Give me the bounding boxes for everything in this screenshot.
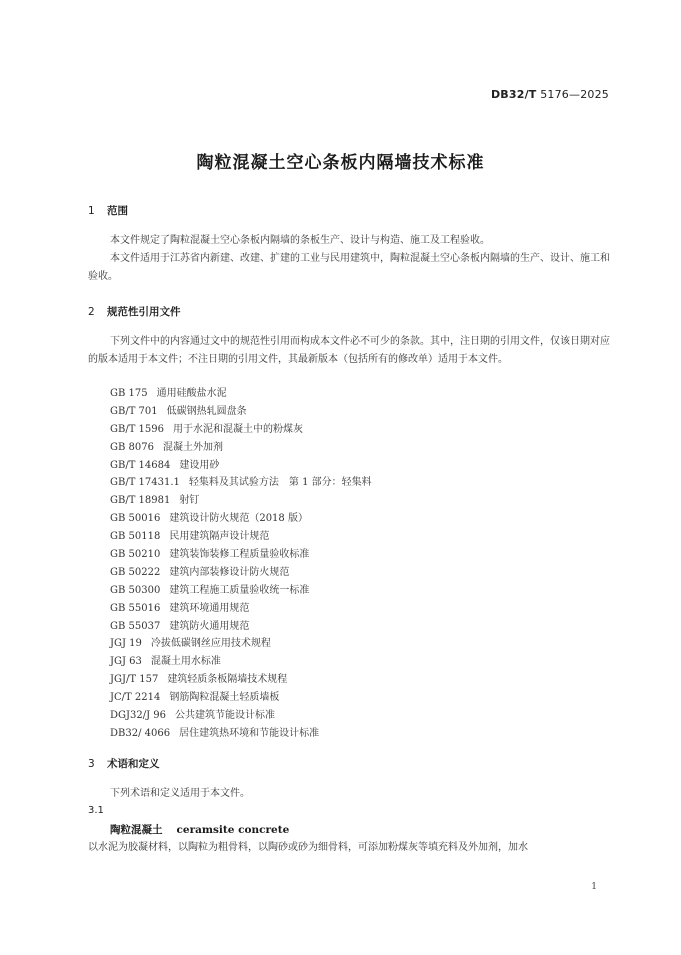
- reference-item: [110, 635, 372, 653]
- section-2-heading: [88, 304, 181, 319]
- reference-item: [110, 421, 372, 439]
- reference-name: 建设用砂: [179, 459, 220, 471]
- reference-name: 钢筋陶粒混凝土轻质墙板: [169, 692, 280, 704]
- reference-item: [110, 671, 372, 689]
- reference-code: GB 55016: [110, 602, 161, 614]
- reference-code: GB 50118: [110, 531, 161, 543]
- section-1-paragraph-2: [88, 250, 610, 286]
- reference-item: [110, 600, 372, 618]
- page-number: 1: [591, 882, 597, 892]
- reference-item: [110, 439, 372, 457]
- reference-code: JGJ/T 157: [110, 674, 159, 686]
- reference-name: 建筑轻质条板隔墙技术规程: [167, 674, 288, 686]
- reference-code: DB32/ 4066: [110, 727, 171, 739]
- term-heading: [110, 822, 289, 837]
- reference-code: GB/T 17431.1: [110, 477, 180, 489]
- document-code-prefix: DB32/T: [490, 88, 537, 101]
- reference-item: [110, 546, 372, 564]
- reference-name: 通用硅酸盐水泥: [156, 388, 227, 399]
- section-number: 2: [88, 306, 95, 318]
- section-3-intro: [88, 785, 610, 803]
- paragraph-text: 下列文件中的内容通过文中的规范性引用而构成本文件必不可少的条款。其中，注日期的引用文件，仅该日期对应的版本适用于本文件；不注日期的引用文件，其最新版本（包括所有的修改单）适用于本文件。: [88, 336, 610, 365]
- reference-item: [110, 510, 372, 528]
- reference-item: [110, 653, 372, 671]
- reference-name: 低碳钢热轧圆盘条: [166, 405, 247, 417]
- reference-name: 建筑防火通用规范: [169, 620, 250, 632]
- reference-code: JGJ 63: [110, 656, 142, 668]
- section-1-heading: [88, 203, 128, 218]
- reference-item: [110, 457, 372, 475]
- reference-item: [110, 385, 372, 403]
- reference-code: JC/T 2214: [110, 692, 161, 704]
- reference-name: 建筑环境通用规范: [169, 602, 250, 614]
- section-number: 3: [88, 758, 95, 770]
- section-2-intro: [88, 333, 610, 369]
- reference-name: 建筑装饰装修工程质量验收标准: [169, 549, 310, 561]
- reference-code: GB/T 18981: [110, 495, 171, 507]
- paragraph-text: 本文件规定了陶粒混凝土空心条板内隔墙的条板生产、设计与构造、施工及工程验收。: [110, 235, 490, 246]
- reference-item: [110, 689, 372, 707]
- reference-code: GB 50210: [110, 549, 161, 561]
- reference-item: [110, 707, 372, 725]
- section-title: 范围: [107, 205, 128, 217]
- reference-name: 公共建筑节能设计标准: [175, 710, 276, 722]
- reference-code: GB/T 1596: [110, 423, 165, 435]
- section-3-heading: [88, 756, 160, 771]
- reference-name: 用于水泥和混凝土中的粉煤灰: [173, 423, 304, 435]
- reference-code: GB 8076: [110, 441, 154, 453]
- reference-item: [110, 403, 372, 421]
- reference-name: 混凝土外加剂: [162, 441, 223, 453]
- reference-code: GB 55037: [110, 620, 161, 632]
- reference-list: [110, 385, 372, 743]
- reference-item: [110, 528, 372, 546]
- reference-name: 轻集料及其试验方法 第 1 部分：轻集料: [188, 477, 372, 489]
- reference-item: [110, 618, 372, 636]
- reference-item: [110, 492, 372, 510]
- term-english: ceramsite concrete: [176, 824, 290, 836]
- reference-code: GB 175: [110, 388, 148, 399]
- document-code-number: 5176—2025: [540, 88, 609, 101]
- reference-code: GB 50222: [110, 566, 161, 578]
- reference-name: 射钉: [179, 495, 200, 507]
- reference-item: [110, 582, 372, 600]
- reference-code: GB 50300: [110, 584, 161, 596]
- reference-code: GB/T 14684: [110, 459, 171, 471]
- reference-name: 民用建筑隔声设计规范: [169, 531, 270, 543]
- reference-code: JGJ 19: [110, 638, 142, 650]
- term-number: 3.1: [88, 805, 104, 816]
- section-title: 术语和定义: [107, 758, 160, 770]
- paragraph-text: 以水泥为胶凝材料，以陶粒为粗骨料，以陶砂或砂为细骨料，可添加粉煤灰等填充料及外加剂，加水: [88, 842, 528, 853]
- reference-item: [110, 725, 372, 743]
- reference-name: 建筑设计防火规范（2018 版）: [169, 513, 308, 525]
- reference-item: [110, 564, 372, 582]
- section-number: 1: [88, 205, 95, 217]
- reference-item: [110, 474, 372, 492]
- page-title: 陶粒混凝土空心条板内隔墙技术标准: [196, 153, 485, 173]
- document-code: [491, 88, 609, 101]
- reference-name: 建筑内部装修设计防火规范: [169, 566, 290, 578]
- reference-name: 建筑工程施工质量验收统一标准: [169, 584, 310, 596]
- reference-code: GB/T 701: [110, 405, 158, 417]
- section-1-paragraph-1: [88, 232, 610, 250]
- reference-code: DGJ32/J 96: [110, 710, 167, 722]
- reference-name: 居住建筑热环境和节能设计标准: [179, 727, 320, 739]
- term-chinese: 陶粒混凝土: [110, 824, 163, 836]
- reference-name: 混凝土用水标准: [150, 656, 221, 668]
- paragraph-text: 下列术语和定义适用于本文件。: [110, 788, 250, 799]
- reference-code: GB 50016: [110, 513, 161, 525]
- paragraph-text: 本文件适用于江苏省内新建、改建、扩建的工业与民用建筑中，陶粒混凝土空心条板内隔墙的生产、设计、施工和验收。: [88, 253, 610, 282]
- term-definition: [88, 839, 610, 857]
- reference-name: 冷拔低碳钢丝应用技术规程: [150, 638, 271, 650]
- section-title: 规范性引用文件: [107, 306, 181, 318]
